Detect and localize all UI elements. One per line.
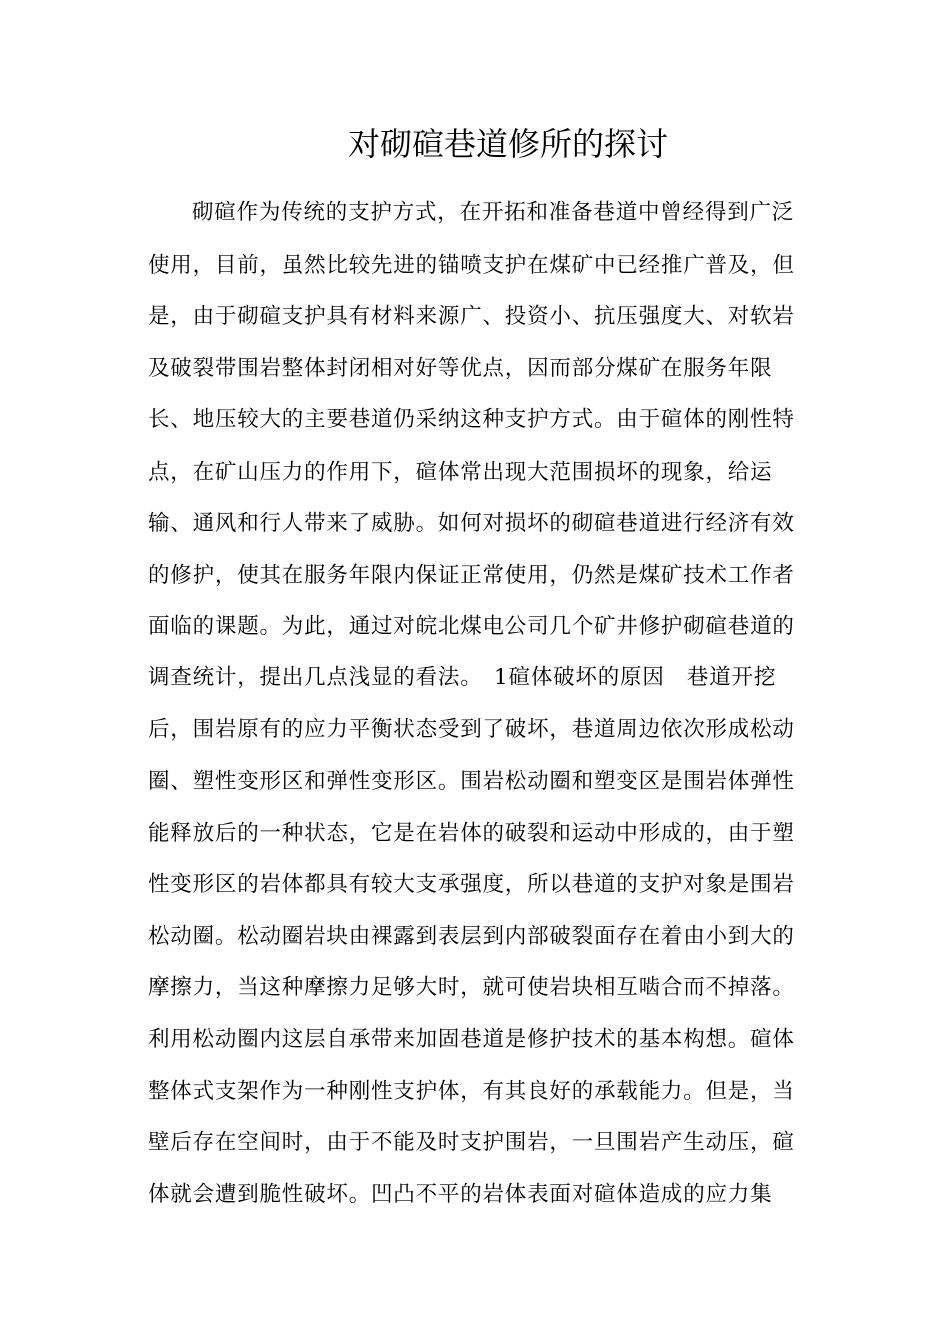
body-line: 性变形区的岩体都具有较大支承强度，所以巷道的支护对象是围岩 xyxy=(148,872,795,897)
body-line: 是，由于砌碹支护具有材料来源广、投资小、抗压强度大、对软岩 xyxy=(148,304,795,329)
body-line: 使用，目前，虽然比较先进的锚喷支护在煤矿中已经推广普及，但 xyxy=(148,253,795,278)
body-line: 的修护，使其在服务年限内保证正常使用，仍然是煤矿技术工作者 xyxy=(148,563,795,588)
body-line: 摩擦力，当这种摩擦力足够大时，就可使岩块相互啮合而不掉落。 xyxy=(148,975,795,1000)
body-line: 壁后存在空间时，由于不能及时支护围岩，一旦围岩产生动压，碹 xyxy=(148,1130,795,1155)
document-title: 对砌碹巷道修所的探讨 xyxy=(347,125,668,163)
body-line: 能释放后的一种状态，它是在岩体的破裂和运动中形成的，由于塑 xyxy=(148,821,795,846)
body-line: 松动圈。松动圈岩块由裸露到表层到内部破裂面存在着由小到大的 xyxy=(148,924,795,949)
body-line: 利用松动圈内这层自承带来加固巷道是修护技术的基本构想。碹体 xyxy=(148,1027,795,1052)
body-line: 输、通风和行人带来了威胁。如何对损坏的砌碹巷道进行经济有效 xyxy=(148,511,795,536)
body-line: 及破裂带围岩整体封闭相对好等优点，因而部分煤矿在服务年限 xyxy=(148,356,773,381)
body-line: 面临的课题。为此，通过对皖北煤电公司几个矿井修护砌碹巷道的 xyxy=(148,614,795,639)
body-line: 砌碹作为传统的支护方式，在开拓和准备巷道中曾经得到广泛 xyxy=(192,200,795,225)
body-line: 后，围岩原有的应力平衡状态受到了破坏，巷道周边依次形成松动 xyxy=(148,717,795,742)
body-line: 调查统计，提出几点浅显的看法。 1碹体破坏的原因 巷道开挖 xyxy=(148,665,777,690)
body-line: 点，在矿山压力的作用下，碹体常出现大范围损坏的现象，给运 xyxy=(148,460,773,485)
body-line: 长、地压较大的主要巷道仍采纳这种支护方式。由于碹体的刚性特 xyxy=(148,407,795,432)
body-line: 圈、塑性变形区和弹性变形区。围岩松动圈和塑变区是围岩体弹性 xyxy=(148,769,795,794)
body-line: 整体式支架作为一种刚性支护体，有其良好的承载能力。但是，当 xyxy=(148,1079,795,1104)
body-line: 体就会遭到脆性破坏。凹凸不平的岩体表面对碹体造成的应力集 xyxy=(148,1182,773,1207)
